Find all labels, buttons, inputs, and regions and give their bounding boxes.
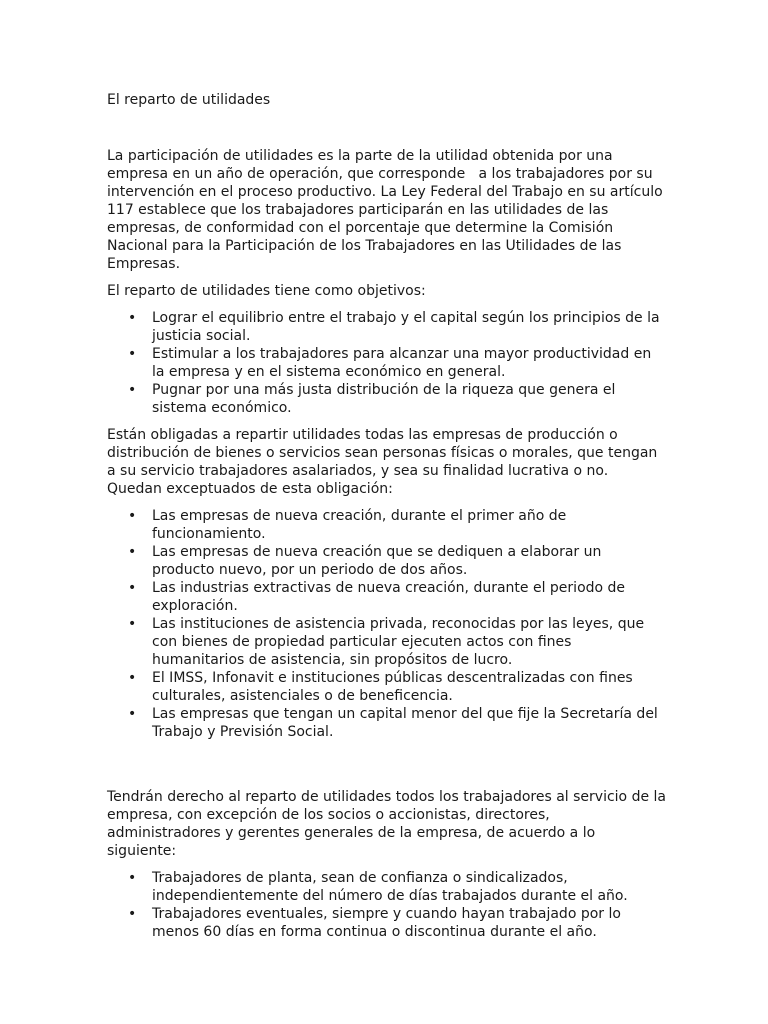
list-item <box>107 905 667 941</box>
list-item <box>107 615 667 669</box>
list-item-text: El IMSS, Infonavit e instituciones públicas descentralizadas con fines culturales, asistenciales o de beneficencia. <box>152 670 633 704</box>
list-item <box>107 579 667 615</box>
list-item <box>107 507 667 543</box>
list-item <box>107 381 667 417</box>
document-title: El reparto de utilidades <box>107 92 271 108</box>
bullet-icon: • <box>128 382 137 398</box>
intro-paragraph: La participación de utilidades es la parte de la utilidad obtenida por una empresa en un año de operación, que corresponde a los trabajadores por su intervención en el proceso productivo. La Ley Federal del Trabajo en su artículo 117 establece que los trabajadores participarán en las utilidades de las empresas, de conformidad con el porcentaje que determine la Comisión Nacional para la Participación de los Trabajadores en las Utilidades de las Empresas. <box>107 148 668 272</box>
list-item-text: Las empresas de nueva creación, durante el primer año de funcionamiento. <box>152 508 567 542</box>
list-item <box>107 309 667 345</box>
obligated-paragraph: Están obligadas a repartir utilidades todas las empresas de producción o distribución de bienes o servicios sean personas físicas o morales, que tengan a su servicio trabajadores asalariados, y sea su finalidad lucrativa o no. Quedan exceptuados de esta obligación: <box>107 427 662 497</box>
document-page <box>107 90 671 950</box>
blank-line-spacer <box>107 750 667 788</box>
list-item-text: Lograr el equilibrio entre el trabajo y el capital según los principios de la justicia social. <box>152 310 660 344</box>
bullet-icon: • <box>128 544 137 560</box>
list-item-text: Las instituciones de asistencia privada, reconocidas por las leyes, que con bienes de propiedad particular ejecuten actos con fines humanitarios de asistencia, sin propósitos de lucro. <box>152 616 645 668</box>
bullet-icon: • <box>128 906 137 922</box>
objectives-list <box>107 309 667 417</box>
list-item-text: Las empresas de nueva creación que se dediquen a elaborar un producto nuevo, por un periodo de dos años. <box>152 544 602 578</box>
list-item-text: Pugnar por una más justa distribución de la riqueza que genera el sistema económico. <box>152 382 616 416</box>
list-item <box>107 869 667 905</box>
bullet-icon: • <box>128 616 137 632</box>
list-item-text: Estimular a los trabajadores para alcanzar una mayor productividad en la empresa y en el sistema económico en general. <box>152 346 652 380</box>
list-item-text: Las empresas que tengan un capital menor del que fije la Secretaría del Trabajo y Previsión Social. <box>152 706 658 740</box>
bullet-icon: • <box>128 508 137 524</box>
rights-paragraph: Tendrán derecho al reparto de utilidades todos los trabajadores al servicio de la empresa, con excepción de los socios o accionistas, directores, administradores y gerentes generales de la empresa, de acuerdo a lo siguiente: <box>107 789 671 859</box>
list-item-text: Las industrias extractivas de nueva creación, durante el periodo de exploración. <box>152 580 626 614</box>
bullet-icon: • <box>128 706 137 722</box>
bullet-icon: • <box>128 670 137 686</box>
list-item <box>107 543 667 579</box>
list-item <box>107 705 667 741</box>
objectives-intro-paragraph: El reparto de utilidades tiene como objetivos: <box>107 283 426 299</box>
eligible-workers-list <box>107 869 667 941</box>
exceptions-list <box>107 507 667 741</box>
list-item-text: Trabajadores de planta, sean de confianza o sindicalizados, independientemente del número de días trabajados durante el año. <box>152 870 628 904</box>
bullet-icon: • <box>128 870 137 886</box>
list-item <box>107 669 667 705</box>
bullet-icon: • <box>128 580 137 596</box>
bullet-icon: • <box>128 346 137 362</box>
list-item <box>107 345 667 381</box>
list-item-text: Trabajadores eventuales, siempre y cuando hayan trabajado por lo menos 60 días en forma continua o discontinua durante el año. <box>152 906 621 940</box>
bullet-icon: • <box>128 310 137 326</box>
